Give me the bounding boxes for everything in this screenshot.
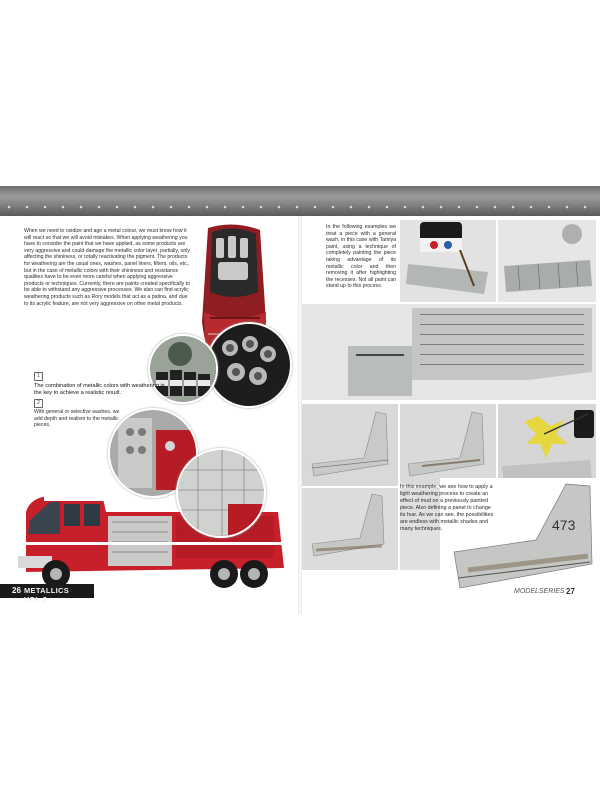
tail-step-1-photo [302, 404, 398, 486]
page-number-right: 27 [566, 587, 575, 596]
tail-mud-photo [302, 488, 398, 570]
caption-1: The combination of metallic colors with weathering is the key to achieve a realistic result. [34, 383, 165, 396]
panel-result-photo [302, 304, 596, 400]
metal-header-band [0, 186, 600, 216]
tail-step-2-photo [400, 404, 496, 486]
engine-detail-photo [206, 322, 292, 408]
series-label: MODELSERIES [514, 588, 565, 595]
chrome-detail-photo [176, 448, 266, 538]
magazine-spread [0, 186, 600, 614]
wash-applied-photo [498, 220, 596, 302]
intro-paragraph: When we need to oxidize and age a metal colour, we must know how it will react so that we will avoid mistakes. When applying weathering you have to consider the paint that we have applied, as some products are very aggressive and could damage the metallic color layer, partially, only affecting the shininess, or totally reactivating the pigment. The products for weathering are the usual ones, washes, panel liners, filters, oils, etc., but in the case of metallic colors with their shininess and resistance qualities have to be even more careful when applying aggressive products or techniques. Currently, there are paints created specifically to be able to withstand any aggressive processes. We also can find acrylic weathering products such as Rory models that act as a patina, and due to its acrylic feature, are not very aggressive on other metal products. [24, 228, 190, 307]
paint-jar-photo [400, 220, 496, 302]
page-number-left: 26 [12, 586, 21, 595]
rivet-strip-icon [0, 204, 600, 210]
mask-brush-photo [498, 404, 596, 486]
caption-2: With general or selective washes, we add depth and realism to the metallic pieces. [34, 409, 120, 429]
caption-number-1: 1 [34, 372, 43, 381]
tail-number: 473 [552, 517, 576, 533]
footer-title: METALLICS VOL.2 [24, 586, 70, 604]
caption-number-2: 2 [34, 399, 43, 408]
right-intro-paragraph: In the following examples we treat a piece with a general wash, in this case with Tamiya paint, using a technique of completely painting the piece taking advantage of its metallic color and then removing it after highlighting the recesses. Not all paint can stand up to this process. [326, 224, 396, 290]
right-caption: In this example, we see how to apply a light weathering process to create an effect of mud on a previously painted piece. Also defining a panel to change its hue. As we can see, the possibilities are endless with metallic shades and many techniques. [400, 484, 494, 532]
